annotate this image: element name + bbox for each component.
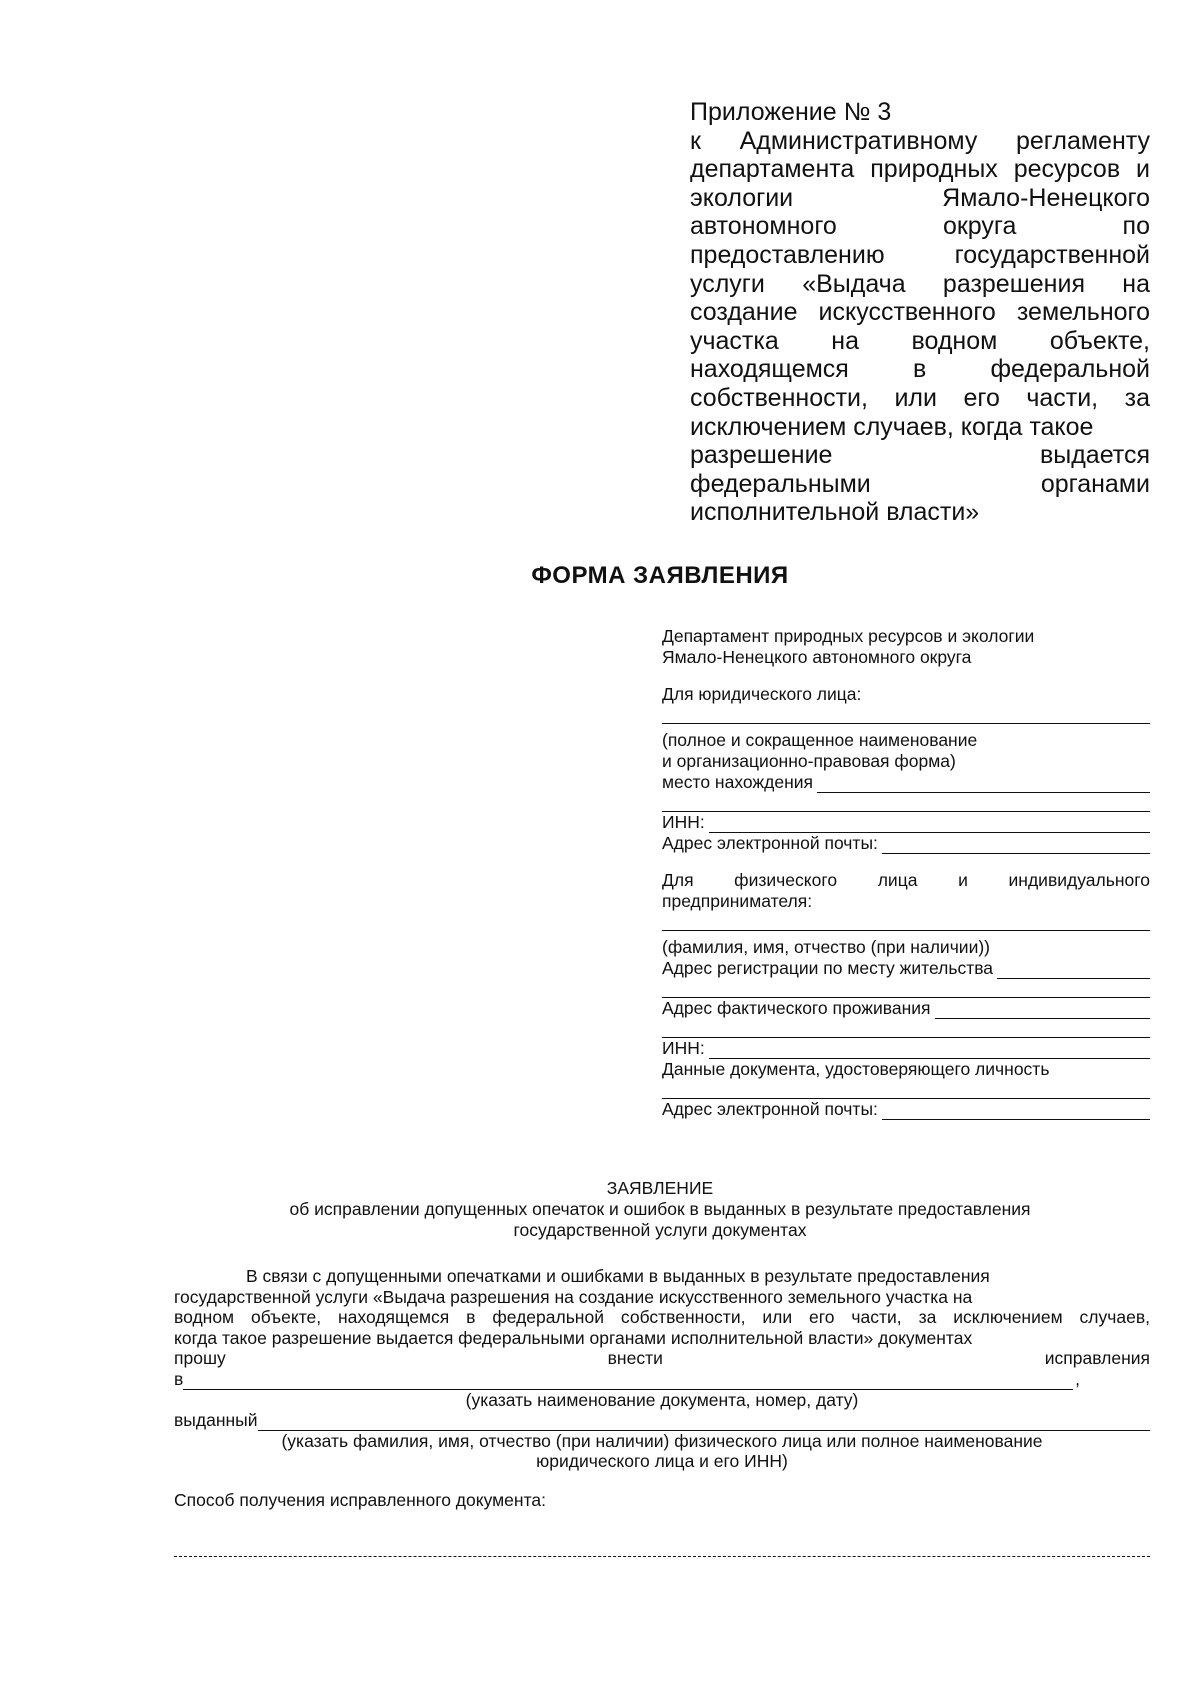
individual-registration-field-continued[interactable] xyxy=(662,979,1150,998)
individual-email-label: Адрес электронной почты: xyxy=(662,1099,878,1119)
appendix-line: департамента природных ресурсов и xyxy=(690,155,1150,184)
individual-email-field[interactable] xyxy=(882,1103,1150,1120)
appendix-line: предоставлению государственной xyxy=(690,240,1150,269)
appendix-line: находящемся в федеральной xyxy=(690,355,1150,384)
individual-name-caption: (фамилия, имя, отчество (при наличии)) xyxy=(662,937,991,957)
appendix-line: исполнительной власти» xyxy=(690,498,980,527)
body-line: водном объекте, находящемся в федеральной собственности, или его части, за исключением случаев, xyxy=(174,1307,1150,1328)
individual-document-label: Данные документа, удостоверяющего личность xyxy=(662,1059,1050,1079)
applicant-block xyxy=(662,626,1150,1120)
appendix-line: услуги «Выдача разрешения на xyxy=(690,269,1150,298)
statement-heading xyxy=(170,1178,1150,1241)
legal-name-caption: и организационно-правовая форма) xyxy=(662,751,956,771)
appendix-block xyxy=(690,98,1150,527)
legal-email-row xyxy=(662,833,1150,854)
appendix-line: создание искусственного земельного xyxy=(690,298,1150,327)
individual-header: Для физического лица и индивидуального xyxy=(662,870,1150,890)
individual-inn-field[interactable] xyxy=(709,1042,1150,1059)
individual-registration-label: Адрес регистрации по месту жительства xyxy=(662,958,994,978)
appendix-line: исключением случаев, когда такое xyxy=(690,412,1094,441)
document-field[interactable] xyxy=(183,1373,1073,1390)
issued-caption: (указать фамилия, имя, отчество (при наличии) физического лица или полное наименование xyxy=(281,1430,1043,1451)
method-label: Способ получения исправленного документа: xyxy=(174,1489,546,1510)
document-caption: (указать наименование документа, номер, дату) xyxy=(465,1389,859,1410)
issued-caption: юридического лица и его ИНН) xyxy=(536,1451,788,1472)
individual-email-row xyxy=(662,1099,1150,1120)
body-line: прошу внести исправления xyxy=(174,1348,1150,1369)
legal-name-caption: (полное и сокращенное наименование xyxy=(662,730,978,750)
legal-inn-field[interactable] xyxy=(709,816,1150,833)
appendix-line: к Административному регламенту xyxy=(690,126,1150,155)
legal-inn-label: ИНН: xyxy=(662,812,705,832)
appendix-line: участка на водном объекте, xyxy=(690,326,1150,355)
individual-actual-row xyxy=(662,998,1150,1019)
individual-inn-row xyxy=(662,1038,1150,1059)
issued-field[interactable] xyxy=(258,1414,1150,1431)
issued-row xyxy=(174,1410,1150,1431)
individual-actual-label: Адрес фактического проживания xyxy=(662,998,931,1018)
individual-document-field[interactable] xyxy=(662,1080,1150,1099)
appendix-line: экологии Ямало-Ненецкого xyxy=(690,183,1150,212)
document-suffix: , xyxy=(1075,1368,1080,1389)
form-title: ФОРМА ЗАЯВЛЕНИЯ xyxy=(531,562,789,589)
legal-location-field[interactable] xyxy=(817,776,1150,793)
individual-actual-field[interactable] xyxy=(935,1002,1151,1019)
appendix-line: автономного округа по xyxy=(690,212,1150,241)
recipient-line: Ямало-Ненецкого автономного округа xyxy=(662,647,972,667)
individual-header: предпринимателя: xyxy=(662,891,813,911)
legal-inn-row xyxy=(662,812,1150,833)
body-line: когда такое разрешение выдается федеральными органами исполнительной власти» документах xyxy=(174,1327,973,1348)
recipient-line: Департамент природных ресурсов и экологии xyxy=(662,626,1035,646)
legal-email-label: Адрес электронной почты: xyxy=(662,833,878,853)
appendix-line: федеральными органами xyxy=(690,469,1150,498)
legal-location-label: место нахождения xyxy=(662,772,813,792)
statement-subtitle: об исправлении допущенных опечаток и ошибок в выданных в результате предоставления xyxy=(289,1199,1031,1219)
individual-inn-label: ИНН: xyxy=(662,1038,705,1058)
legal-location-field-continued[interactable] xyxy=(662,793,1150,812)
legal-name-field[interactable] xyxy=(662,705,1150,724)
statement-body xyxy=(174,1266,1150,1511)
individual-name-field[interactable] xyxy=(662,912,1150,931)
legal-entity-header: Для юридического лица: xyxy=(662,684,862,704)
individual-registration-row xyxy=(662,958,1150,979)
method-field[interactable] xyxy=(174,1556,1150,1557)
appendix-line: собственности, или его части, за xyxy=(690,383,1150,412)
body-line: В связи с допущенными опечатками и ошибками в выданных в результате предоставления xyxy=(246,1266,990,1286)
document-prefix: в xyxy=(174,1368,184,1389)
appendix-line: Приложение № 3 xyxy=(690,98,892,126)
statement-subtitle: государственной услуги документах xyxy=(513,1220,807,1240)
statement-title: ЗАЯВЛЕНИЕ xyxy=(606,1178,714,1198)
issued-prefix: выданный xyxy=(174,1410,258,1431)
individual-registration-field[interactable] xyxy=(997,962,1150,979)
appendix-line: разрешение выдается xyxy=(690,441,1150,470)
body-line: государственной услуги «Выдача разрешения на создание искусственного земельного участка на xyxy=(174,1286,973,1307)
legal-email-field[interactable] xyxy=(882,837,1150,854)
individual-actual-field-continued[interactable] xyxy=(662,1019,1150,1038)
document-row xyxy=(174,1369,1150,1390)
legal-location-row xyxy=(662,772,1150,793)
